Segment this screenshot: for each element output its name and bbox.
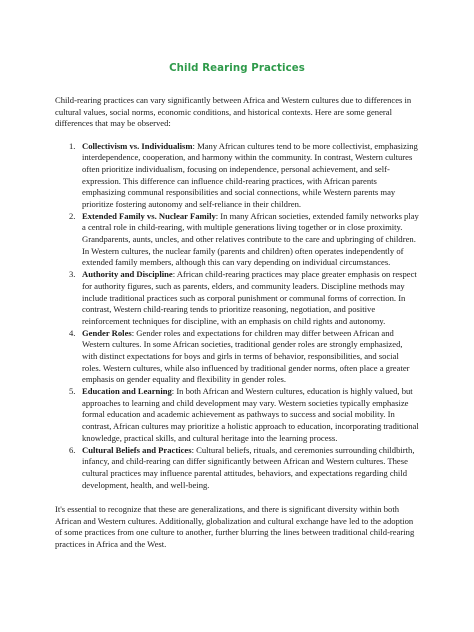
list-item-term: Collectivism vs. Individualism: [82, 140, 193, 151]
list-item: [55, 141, 419, 211]
list-item: [55, 269, 419, 327]
list-item-text: : Cultural beliefs, rituals, and ceremonies surrounding childbirth, infancy, and child-rearing can differ significantly between African and Western cultures. These cultural practices may influence parental attitudes, behaviors, and expectations regarding child development, health, and well-being.: [82, 444, 415, 490]
list-item: [55, 211, 419, 269]
list-item-term: Extended Family vs. Nuclear Family: [82, 210, 216, 221]
list-item-number: 2.: [69, 210, 76, 221]
list-item-number: 3.: [69, 269, 76, 280]
list-item-text: : African child-rearing practices may place greater emphasis on respect for authority figures, such as parents, elders, and community leaders. Discipline methods may include traditional practices such as corporal punishment or communal forms of correction. In contrast, Western child-rearing tends to prioritize reasoning, negotiation, and positive reinforcement techniques for discipline, with an emphasis on child rights and autonomy.: [82, 269, 417, 326]
list-item-term: Education and Learning: [82, 386, 172, 397]
list-item-number: 4.: [69, 327, 76, 338]
differences-list: [55, 141, 419, 491]
list-item-term: Authority and Discipline: [82, 269, 173, 280]
list-item-text: : In many African societies, extended family networks play a central role in child-rearing, with multiple generations living together or in close proximity. Grandparents, aunts, uncles, and other relatives contribute to the care and upbringing of children. In Western cultures, the nuclear family (parents and children) often operates independently of extended family members, although this can vary depending on individual circumstances.: [82, 210, 419, 268]
document-title: Child Rearing Practices: [169, 63, 305, 74]
list-item-text: : In both African and Western cultures, education is highly valued, but approaches to learning and child development may vary. Western societies typically emphasize formal education and academic achievement as pathways to success and social mobility. In contrast, African cultures may prioritize a holistic approach to education, incorporating traditional knowledge, practical skills, and cultural heritage into the learning process.: [82, 386, 419, 443]
list-item: [55, 386, 419, 444]
list-item-term: Cultural Beliefs and Practices: [82, 444, 192, 455]
list-item-number: 6.: [69, 444, 76, 455]
list-item-text: : Gender roles and expectations for children may differ between African and Western cultures. In some African societies, traditional gender roles are strongly emphasized, with distinct expectations for boys and girls in terms of behavior, responsibilities, and social roles. Western cultures, while also influenced by traditional gender norms, often place a greater emphasis on gender equality and flexibility in gender roles.: [82, 327, 410, 385]
list-item-number: 5.: [69, 386, 76, 397]
list-item: [55, 445, 419, 491]
list-item-number: 1.: [69, 140, 76, 151]
list-item-term: Gender Roles: [82, 327, 132, 338]
conclusion-paragraph: It's essential to recognize that these are generalizations, and there is significant diversity within both African and Western cultures. Additionally, globalization and cultural exchange have led to the adoption of some practices from one culture to another, further blurring the lines between traditional child-rearing practices in Africa and the West.: [55, 504, 415, 549]
intro-paragraph: Child-rearing practices can vary significantly between Africa and Western cultures due to differences in cultural values, social norms, economic conditions, and historical contexts. Here are some general differences that may be observed:: [55, 95, 412, 129]
list-item: [55, 328, 419, 386]
list-item-text: : Many African cultures tend to be more collectivist, emphasizing interdependence, cooperation, and harmony within the community. In contrast, Western cultures often prioritize individualism, focusing on independence, personal achievement, and self-expression. This difference can influence child-rearing practices, with African parents emphasizing communal responsibilities and social connections, while Western parents may prioritize fostering autonomy and self-reliance in their children.: [82, 140, 418, 209]
